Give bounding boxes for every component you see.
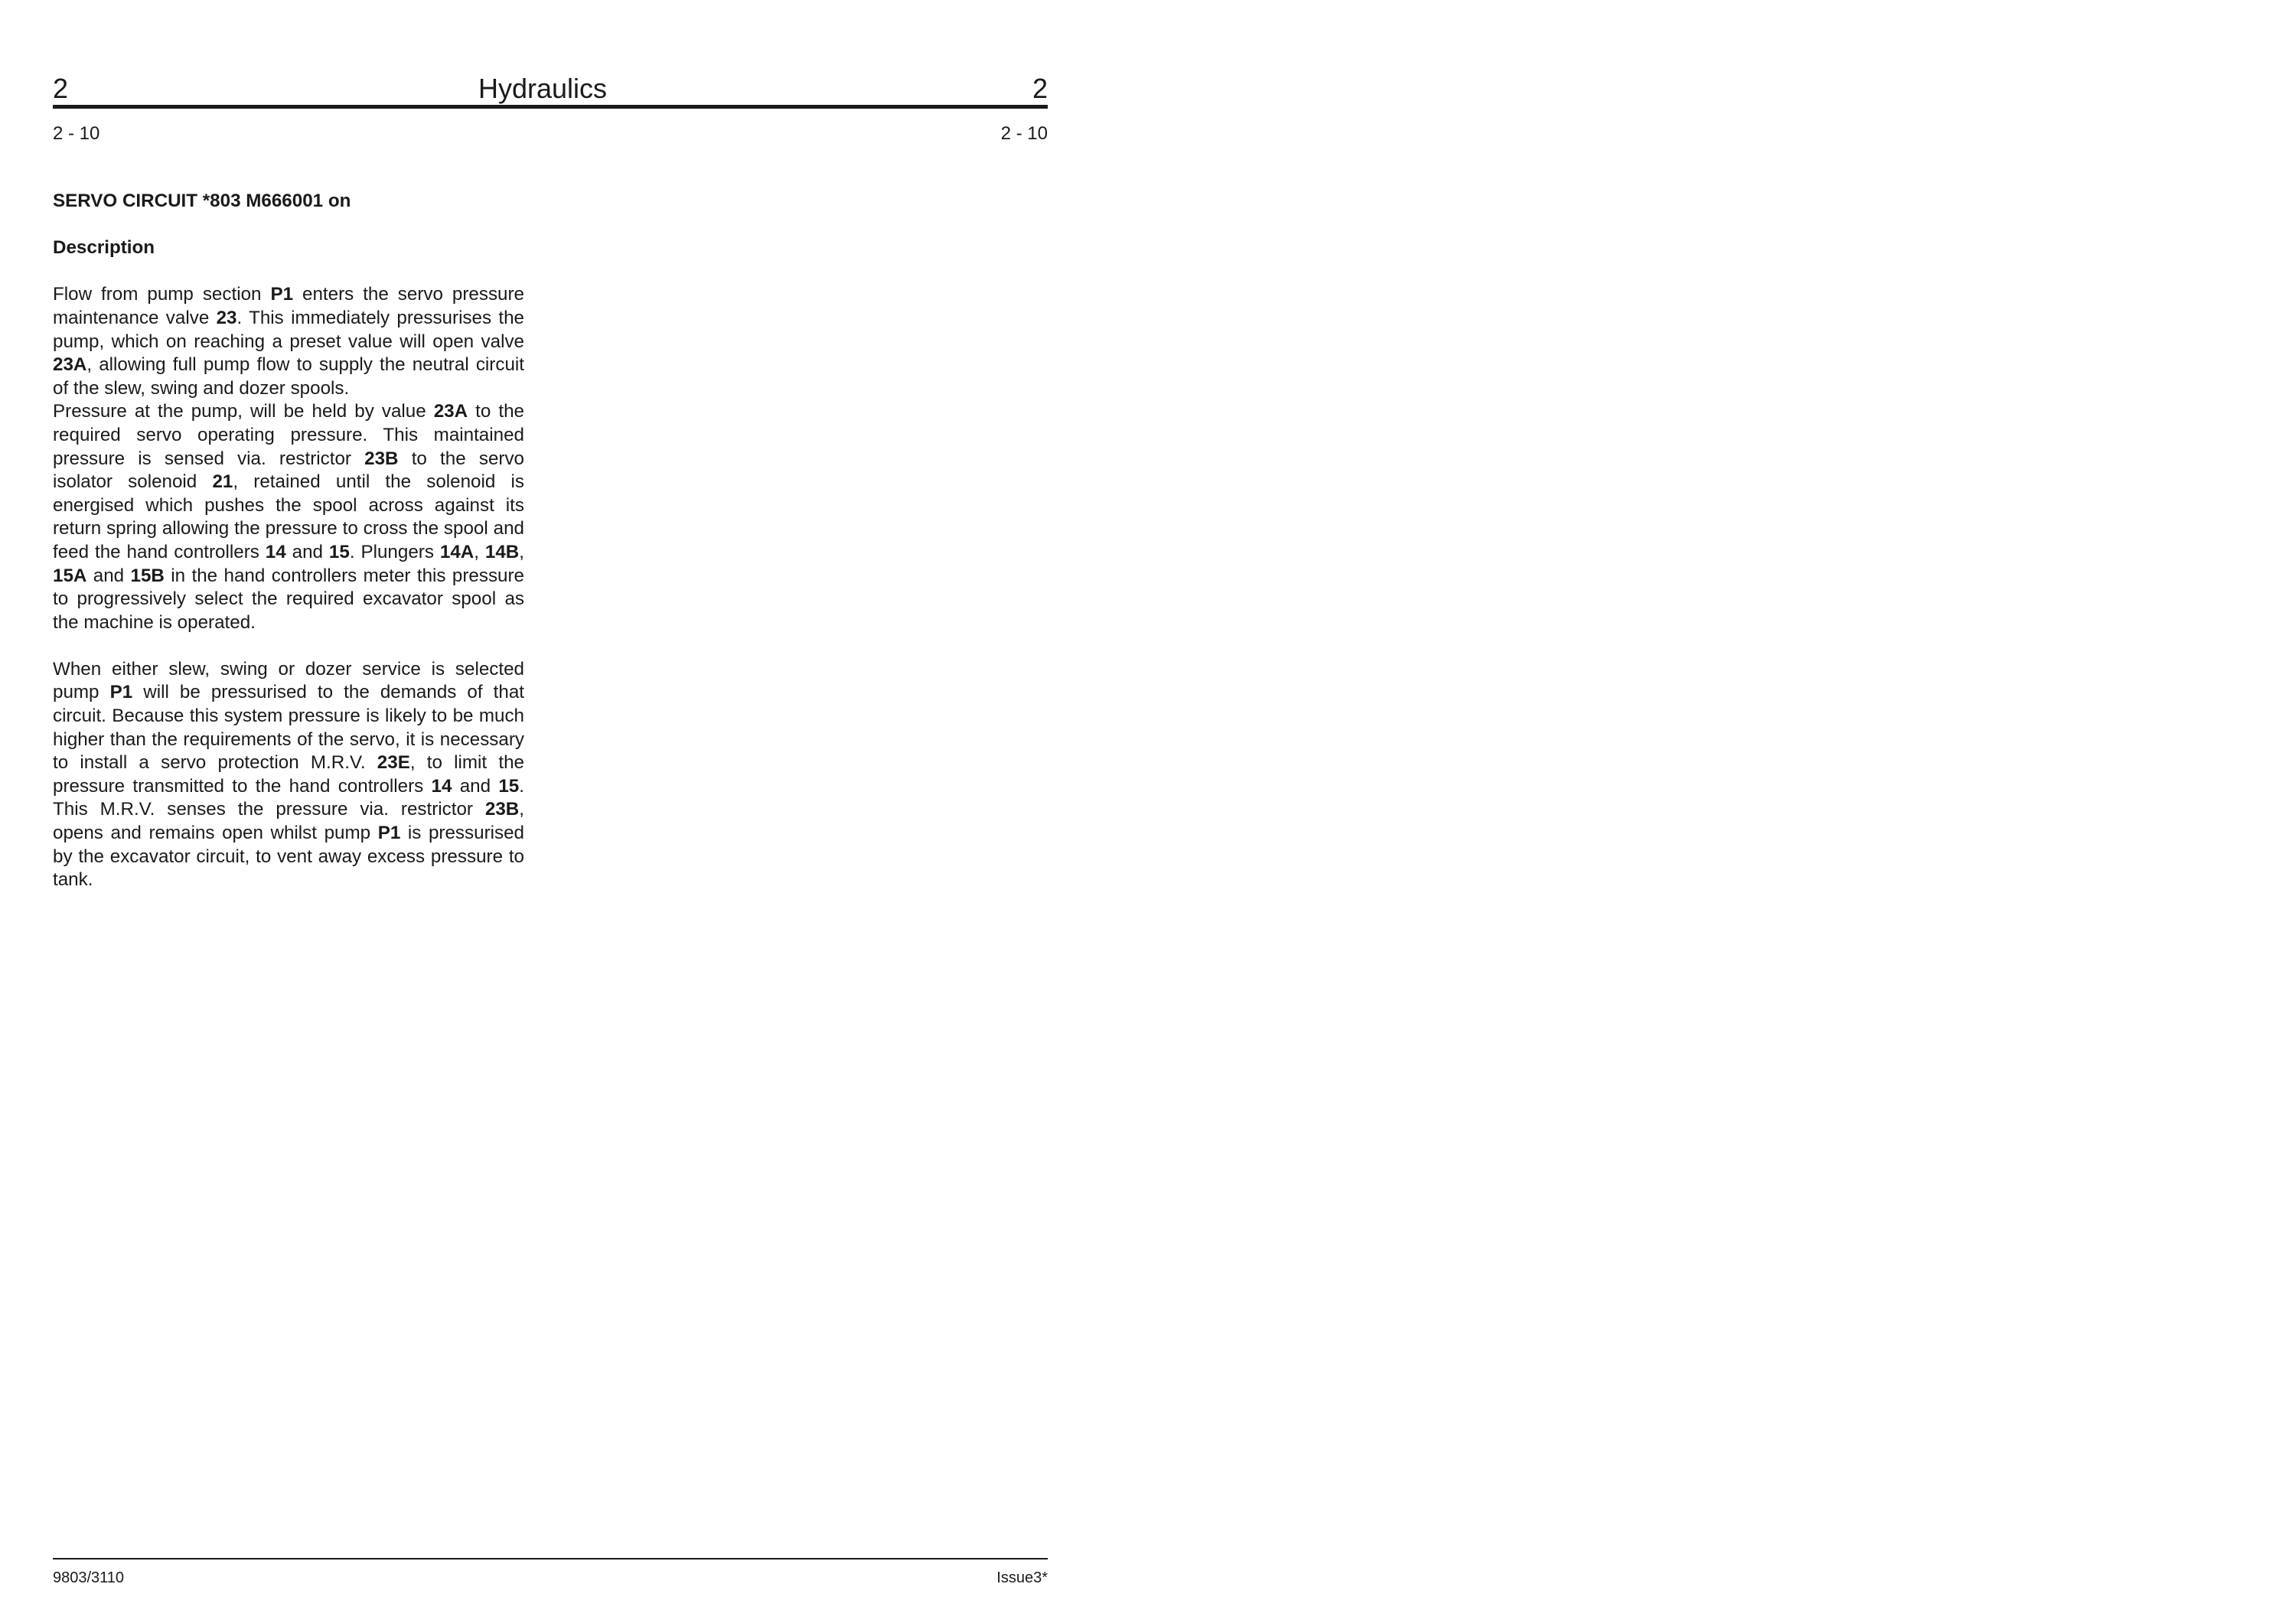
text-run: and (452, 775, 499, 797)
chapter-number-right: 2 (1032, 73, 1048, 104)
part-reference: 23A (53, 354, 87, 376)
part-reference: 15A (53, 565, 87, 586)
section-title: SERVO CIRCUIT *803 M666001 on (53, 191, 351, 211)
text-run: is pressurised by the excavator circuit, to vent away excess pressure to tank. (53, 823, 524, 891)
part-reference: 14B (484, 541, 520, 562)
text-run: and (285, 541, 329, 562)
page-number-row (53, 123, 1048, 145)
text-run: to the required servo operating pressure. This maintained pressure is sensed via. restrictor (53, 401, 524, 469)
part-reference: 15 (328, 541, 350, 562)
text-run: , (474, 541, 485, 562)
text-run: . This immediately pressurises the pump, which on reaching a preset value will open valve (53, 307, 525, 352)
text-run: , to limit the pressure transmitted to the hand controllers (53, 752, 524, 797)
part-reference: P1 (377, 823, 401, 844)
page-number-right: 2 - 10 (1000, 123, 1048, 144)
part-reference: 23B (364, 448, 399, 469)
text-run: , (519, 541, 525, 562)
page-header (53, 69, 1048, 106)
text-run: and (86, 565, 131, 586)
page-number-left: 2 - 10 (53, 123, 100, 144)
text-run: Pressure at the pump, will be held by value (53, 401, 434, 422)
part-reference: P1 (270, 284, 294, 305)
part-reference: 15B (130, 565, 165, 586)
text-run: enters the servo pressure maintenance valve (53, 284, 525, 328)
part-reference: 14 (431, 775, 452, 797)
page-footer (53, 1569, 1048, 1587)
body-column (53, 190, 524, 892)
text-run: . Plungers (349, 541, 440, 562)
text-run: . This M.R.V. senses the pressure via. restrictor (53, 775, 524, 820)
part-reference: 23 (216, 307, 237, 328)
chapter-number-left: 2 (53, 73, 69, 104)
paragraph-pressure (53, 400, 524, 634)
text-run: Flow from pump section (53, 284, 271, 305)
part-reference: 23B (484, 799, 520, 820)
text-run: to the servo isolator solenoid (53, 448, 524, 493)
issue-label: Issue3* (996, 1569, 1048, 1586)
part-reference: 15 (498, 775, 520, 797)
text-run: , opens and remains open whilst pump (53, 799, 524, 844)
text-run: When either slew, swing or dozer service is selected pump (53, 658, 524, 703)
part-reference: 23A (433, 401, 468, 422)
part-reference: 23E (377, 752, 410, 774)
chapter-title: Hydraulics (478, 73, 608, 104)
header-divider (53, 105, 1048, 109)
part-reference: 14 (265, 541, 286, 562)
part-reference: 14A (439, 541, 475, 562)
part-reference: 21 (212, 471, 233, 493)
text-run: , retained until the solenoid is energised which pushes the spool across against its return spring allowing the pressure to cross the spool and feed the hand controllers (53, 471, 524, 562)
text-run: , allowing full pump flow to supply the neutral circuit of the slew, swing and dozer spools. (53, 354, 524, 399)
paragraph-service (53, 658, 524, 892)
text-run: in the hand controllers meter this pressure to progressively select the required excavator spool as the machine is operated. (53, 565, 524, 633)
paragraph-flow (53, 283, 524, 400)
document-number: 9803/3110 (53, 1569, 125, 1586)
subsection-title: Description (53, 237, 155, 259)
text-run: will be pressurised to the demands of that circuit. Because this system pressure is likely to be much higher than the requirements of the servo, it is necessary to install a servo protection M.R.V. (53, 682, 524, 774)
part-reference: P1 (109, 682, 133, 703)
footer-divider (53, 1558, 1048, 1559)
